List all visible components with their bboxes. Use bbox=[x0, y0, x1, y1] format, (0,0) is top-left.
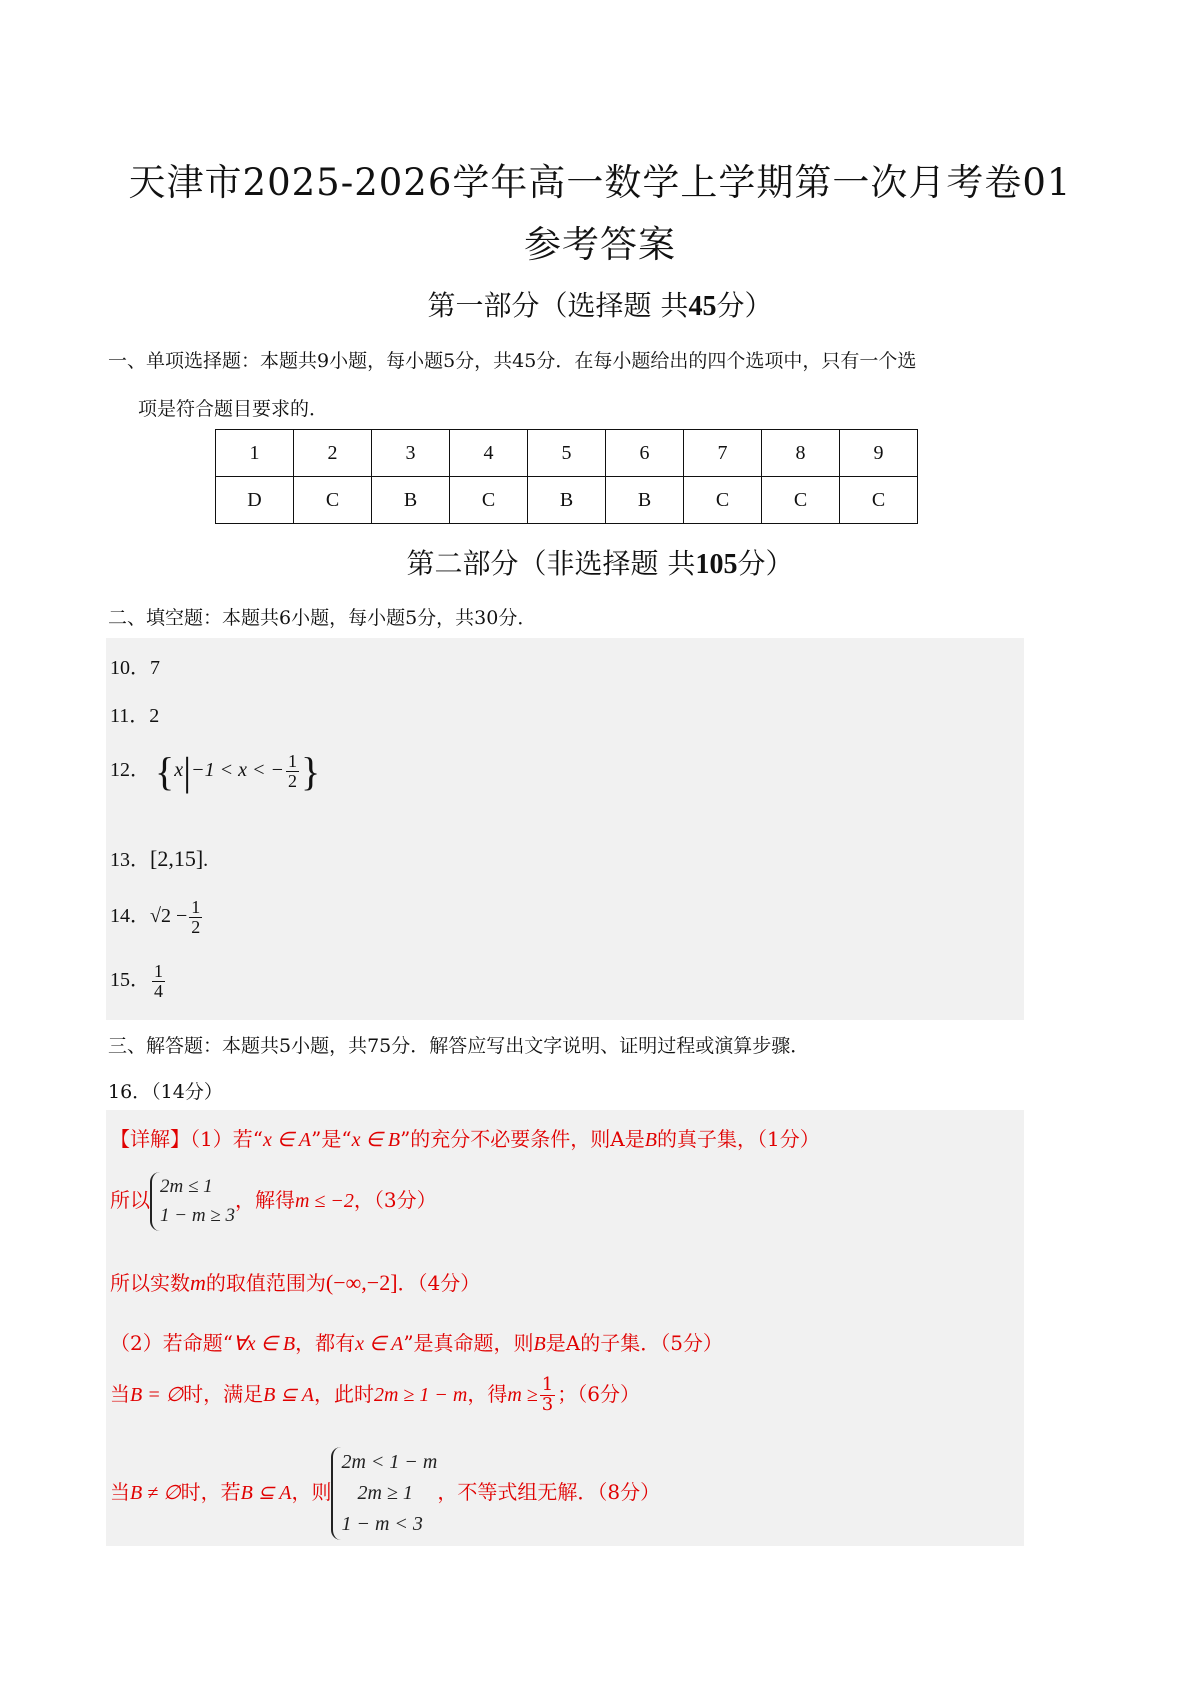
fill-answers-background bbox=[106, 638, 1024, 1020]
part1-prefix: 第一部分（选择题 共 bbox=[427, 289, 689, 322]
denominator: 2 bbox=[287, 771, 297, 791]
answer-root: √2 − bbox=[150, 904, 188, 927]
text: ；（6分） bbox=[557, 1381, 640, 1406]
answer-q14 bbox=[110, 898, 204, 937]
section1-instructions-line1: 一、单项选择题：本题共9小题，每小题5分，共45分．在每小题给出的四个选项中，只有一个选 bbox=[108, 350, 917, 372]
answer-interval: [2,15] bbox=[150, 846, 204, 871]
q16-step4 bbox=[110, 1327, 723, 1356]
math-expr: m ≤ −2 bbox=[294, 1189, 354, 1212]
table-cell-number: 1 bbox=[216, 430, 294, 477]
math-expr: m bbox=[190, 1270, 206, 1295]
answer-tail: . bbox=[203, 849, 209, 871]
inequality-system bbox=[150, 1172, 235, 1231]
math-expr: x ∈ A bbox=[355, 1333, 404, 1355]
answer-table-answers-row bbox=[216, 477, 918, 524]
inequality: 1 − m < 3 bbox=[341, 1513, 423, 1535]
answer-q10 bbox=[110, 651, 160, 680]
part2-score: 105 bbox=[695, 549, 738, 580]
answer-q15 bbox=[110, 962, 167, 1001]
inequality-system bbox=[331, 1447, 437, 1540]
table-cell-answer: C bbox=[840, 477, 918, 524]
table-cell-number: 8 bbox=[762, 430, 840, 477]
question-number: 10． bbox=[110, 657, 150, 679]
math-expr: B ≠ ∅ bbox=[130, 1482, 181, 1504]
table-cell-number: 2 bbox=[294, 430, 372, 477]
detail-tag: 【详解】 bbox=[110, 1127, 190, 1151]
table-cell-answer: C bbox=[450, 477, 528, 524]
section2-instructions: 二、填空题：本题共6小题，每小题5分，共30分． bbox=[108, 607, 537, 629]
section1-instructions-line2: 项是符合题目要求的． bbox=[138, 398, 329, 420]
math-expr: B bbox=[644, 1129, 657, 1151]
math-expr: B ⊆ A bbox=[240, 1482, 292, 1504]
text: ，得 bbox=[467, 1381, 508, 1406]
table-cell-answer: C bbox=[684, 477, 762, 524]
set-variable: x bbox=[174, 759, 184, 782]
q16-step3 bbox=[110, 1267, 480, 1296]
text: ，则 bbox=[291, 1480, 332, 1504]
answer-q12: 12． {x|−1 < x < − $\frac{1}{2}$ } bbox=[110, 749, 321, 794]
answer-table bbox=[215, 429, 918, 524]
part1-heading bbox=[0, 284, 1200, 324]
text: ，此时 bbox=[313, 1381, 374, 1406]
numerator: 1 bbox=[541, 1374, 554, 1395]
table-cell-number: 7 bbox=[684, 430, 762, 477]
text: ，不等式组无解．（8分） bbox=[437, 1480, 661, 1504]
table-cell-answer: B bbox=[606, 477, 684, 524]
q16-header: 16．（14分） bbox=[108, 1081, 223, 1103]
text: ，（3分） bbox=[353, 1187, 437, 1212]
denominator: 2 bbox=[191, 916, 201, 937]
answer-value: 2 bbox=[149, 705, 160, 727]
text: 时，满足 bbox=[183, 1381, 264, 1406]
inequality: 2m < 1 − m bbox=[341, 1451, 438, 1473]
numerator: 1 bbox=[287, 751, 297, 772]
text: 时，若 bbox=[180, 1480, 241, 1504]
fraction bbox=[540, 1376, 555, 1415]
part2-prefix: 第二部分（非选择题 共 bbox=[406, 547, 696, 580]
part1-suffix: 分） bbox=[716, 289, 773, 322]
text: 的真子集，（1分） bbox=[656, 1127, 820, 1151]
part2-suffix: 分） bbox=[737, 547, 794, 580]
answer-q11 bbox=[110, 699, 159, 728]
table-cell-answer: C bbox=[762, 477, 840, 524]
text: 所以 bbox=[110, 1187, 150, 1212]
table-cell-number: 3 bbox=[372, 430, 450, 477]
document-title: 天津市2025-2026学年高一数学上学期第一次月考卷01 bbox=[128, 161, 1072, 204]
table-cell-number: 5 bbox=[528, 430, 606, 477]
answer-value: 7 bbox=[150, 657, 160, 679]
question-number: 12． bbox=[110, 759, 150, 782]
part1-score: 45 bbox=[688, 291, 717, 322]
denominator: 4 bbox=[154, 980, 163, 1001]
text: ”的充分不必要条件，则A是 bbox=[400, 1127, 645, 1151]
text: ”是真命题，则 bbox=[403, 1331, 534, 1355]
text: （1）若“ bbox=[190, 1127, 263, 1151]
table-cell-answer: B bbox=[372, 477, 450, 524]
text: ”是“ bbox=[311, 1127, 352, 1151]
text: 的取值范围为 bbox=[205, 1271, 326, 1295]
table-cell-answer: B bbox=[528, 477, 606, 524]
math-expr: x ∈ A bbox=[262, 1129, 312, 1151]
math-expr: 2m ≥ 1 − m bbox=[373, 1383, 468, 1406]
table-cell-number: 4 bbox=[450, 430, 528, 477]
numerator: 1 bbox=[154, 961, 163, 981]
q16-step5 bbox=[110, 1376, 640, 1415]
inequality: 1 − m ≥ 3 bbox=[160, 1205, 235, 1227]
question-number: 15． bbox=[110, 968, 150, 991]
math-expr: m ≥ bbox=[507, 1383, 538, 1406]
table-cell-number: 6 bbox=[606, 430, 684, 477]
fraction bbox=[152, 962, 165, 1001]
inequality: 2m ≥ 1 bbox=[357, 1482, 413, 1504]
question-number: 11． bbox=[110, 705, 150, 727]
math-expr: B = ∅ bbox=[130, 1383, 184, 1406]
answer-q13 bbox=[110, 843, 208, 872]
numerator: 1 bbox=[191, 897, 201, 917]
fraction bbox=[189, 898, 202, 937]
fraction bbox=[286, 752, 299, 791]
q16-step1 bbox=[110, 1123, 820, 1152]
question-number: 13． bbox=[110, 849, 150, 871]
q16-step6 bbox=[110, 1447, 660, 1540]
math-expr: x ∈ B bbox=[351, 1129, 401, 1151]
math-expr: B bbox=[533, 1333, 546, 1355]
part2-heading bbox=[0, 542, 1200, 582]
text: ．（4分） bbox=[397, 1271, 481, 1295]
section3-instructions: 三、解答题：本题共5小题，共75分．解答应写出文字说明、证明过程或演算步骤． bbox=[108, 1035, 810, 1057]
table-cell-number: 9 bbox=[840, 430, 918, 477]
math-expr: B ⊆ A bbox=[263, 1383, 314, 1406]
text: （2）若命题“ bbox=[110, 1331, 233, 1355]
text: 当 bbox=[110, 1381, 130, 1406]
document-subtitle: 参考答案 bbox=[524, 223, 676, 266]
text: 所以实数 bbox=[110, 1271, 190, 1295]
answer-table-numbers-row bbox=[216, 430, 918, 477]
text: ，都有 bbox=[295, 1331, 356, 1355]
text: ，解得 bbox=[234, 1187, 295, 1212]
table-cell-answer: C bbox=[294, 477, 372, 524]
question-number: 14． bbox=[110, 904, 150, 927]
denominator: 3 bbox=[541, 1393, 554, 1415]
math-expr: ∀x ∈ B bbox=[232, 1333, 296, 1355]
text: 当 bbox=[110, 1480, 130, 1504]
table-cell-answer: D bbox=[216, 477, 294, 524]
inequality: 2m ≤ 1 bbox=[160, 1176, 213, 1197]
math-interval: (−∞,−2] bbox=[325, 1270, 398, 1295]
set-condition: −1 < x < − bbox=[191, 759, 284, 782]
text: 是A的子集．（5分） bbox=[545, 1331, 723, 1355]
q16-step2 bbox=[110, 1172, 437, 1231]
